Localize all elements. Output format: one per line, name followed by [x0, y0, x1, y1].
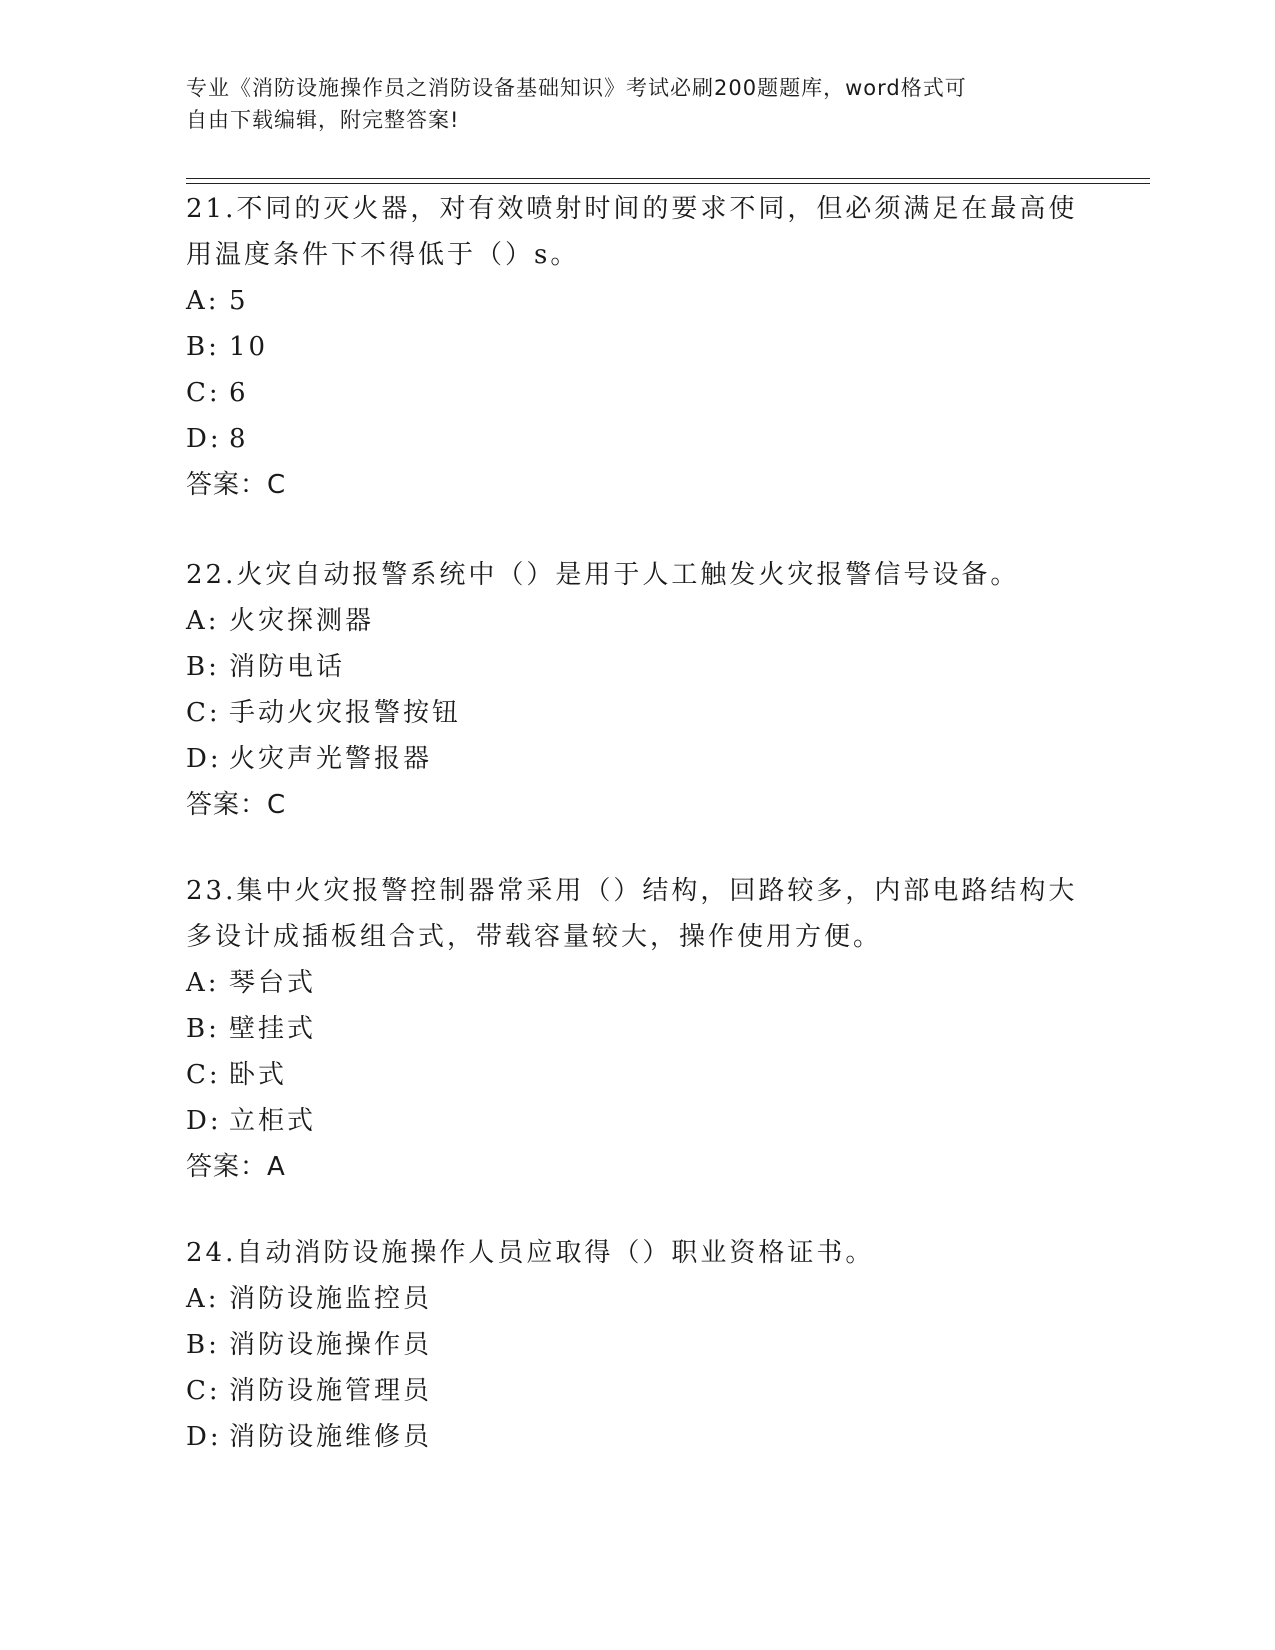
option-c — [186, 370, 1086, 416]
option-key: C: — [186, 698, 221, 728]
option-b — [186, 644, 1086, 690]
option-text: 消防设施监控员 — [229, 1284, 433, 1314]
option-key: A: — [186, 606, 220, 636]
option-d — [186, 736, 1086, 782]
option-key: C: — [186, 1376, 221, 1406]
question-text: 24.自动消防设施操作人员应取得（）职业资格证书。 — [186, 1238, 875, 1268]
option-key: A: — [186, 1284, 220, 1314]
header-divider-bottom — [186, 183, 1150, 184]
option-a — [186, 278, 1086, 324]
option-c — [186, 1052, 1086, 1098]
option-key: A: — [186, 968, 220, 998]
option-a — [186, 598, 1086, 644]
option-key: B: — [186, 652, 220, 682]
option-c — [186, 1368, 1086, 1414]
question-21 — [186, 186, 1086, 508]
question-text: 21.不同的灭火器，对有效喷射时间的要求不同，但必须满足在最高使 — [186, 194, 1078, 224]
option-key: C: — [186, 1060, 221, 1090]
question-text: 用温度条件下不得低于（）s。 — [186, 240, 580, 270]
option-text: 火灾探测器 — [229, 606, 375, 636]
option-a — [186, 960, 1086, 1006]
option-key: C: — [186, 378, 221, 408]
option-key: B: — [186, 332, 220, 362]
header-line-1: 专业《消防设施操作员之消防设备基础知识》考试必刷200题题库，word格式可 — [186, 76, 967, 100]
option-b — [186, 324, 1086, 370]
option-text: 消防设施维修员 — [229, 1422, 433, 1452]
option-text: 消防设施管理员 — [229, 1376, 433, 1406]
option-text: 手动火灾报警按钮 — [229, 698, 462, 728]
question-text: 多设计成插板组合式，带载容量较大，操作使用方便。 — [186, 922, 883, 952]
option-key: D: — [186, 1422, 222, 1452]
option-b — [186, 1006, 1086, 1052]
option-text: 火灾声光警报器 — [229, 744, 433, 774]
option-text: 消防电话 — [229, 652, 346, 682]
question-text: 23.集中火灾报警控制器常采用（）结构，回路较多，内部电路结构大 — [186, 876, 1078, 906]
option-text: 6 — [229, 378, 249, 408]
question-24 — [186, 1230, 1086, 1460]
answer-line: 答案：A — [186, 1152, 286, 1182]
answer-line: 答案：C — [186, 790, 287, 820]
option-key: B: — [186, 1014, 220, 1044]
option-text: 琴台式 — [229, 968, 317, 998]
question-22 — [186, 552, 1086, 828]
option-key: D: — [186, 1106, 222, 1136]
option-key: D: — [186, 424, 222, 454]
option-key: A: — [186, 286, 220, 316]
answer-line: 答案：C — [186, 470, 287, 500]
option-a — [186, 1276, 1086, 1322]
document-header — [186, 72, 1066, 136]
header-divider-top — [186, 178, 1150, 179]
option-d — [186, 1098, 1086, 1144]
option-text: 壁挂式 — [229, 1014, 317, 1044]
option-text: 10 — [229, 332, 269, 362]
option-text: 8 — [229, 424, 249, 454]
option-d — [186, 416, 1086, 462]
question-23 — [186, 868, 1086, 1190]
option-b — [186, 1322, 1086, 1368]
question-text: 22.火灾自动报警系统中（）是用于人工触发火灾报警信号设备。 — [186, 560, 1020, 590]
option-key: D: — [186, 744, 222, 774]
option-text: 卧式 — [229, 1060, 288, 1090]
option-text: 消防设施操作员 — [229, 1330, 433, 1360]
option-key: B: — [186, 1330, 220, 1360]
option-text: 立柜式 — [229, 1106, 317, 1136]
option-text: 5 — [229, 286, 249, 316]
option-c — [186, 690, 1086, 736]
option-d — [186, 1414, 1086, 1460]
header-line-2: 自由下载编辑，附完整答案! — [186, 108, 460, 132]
